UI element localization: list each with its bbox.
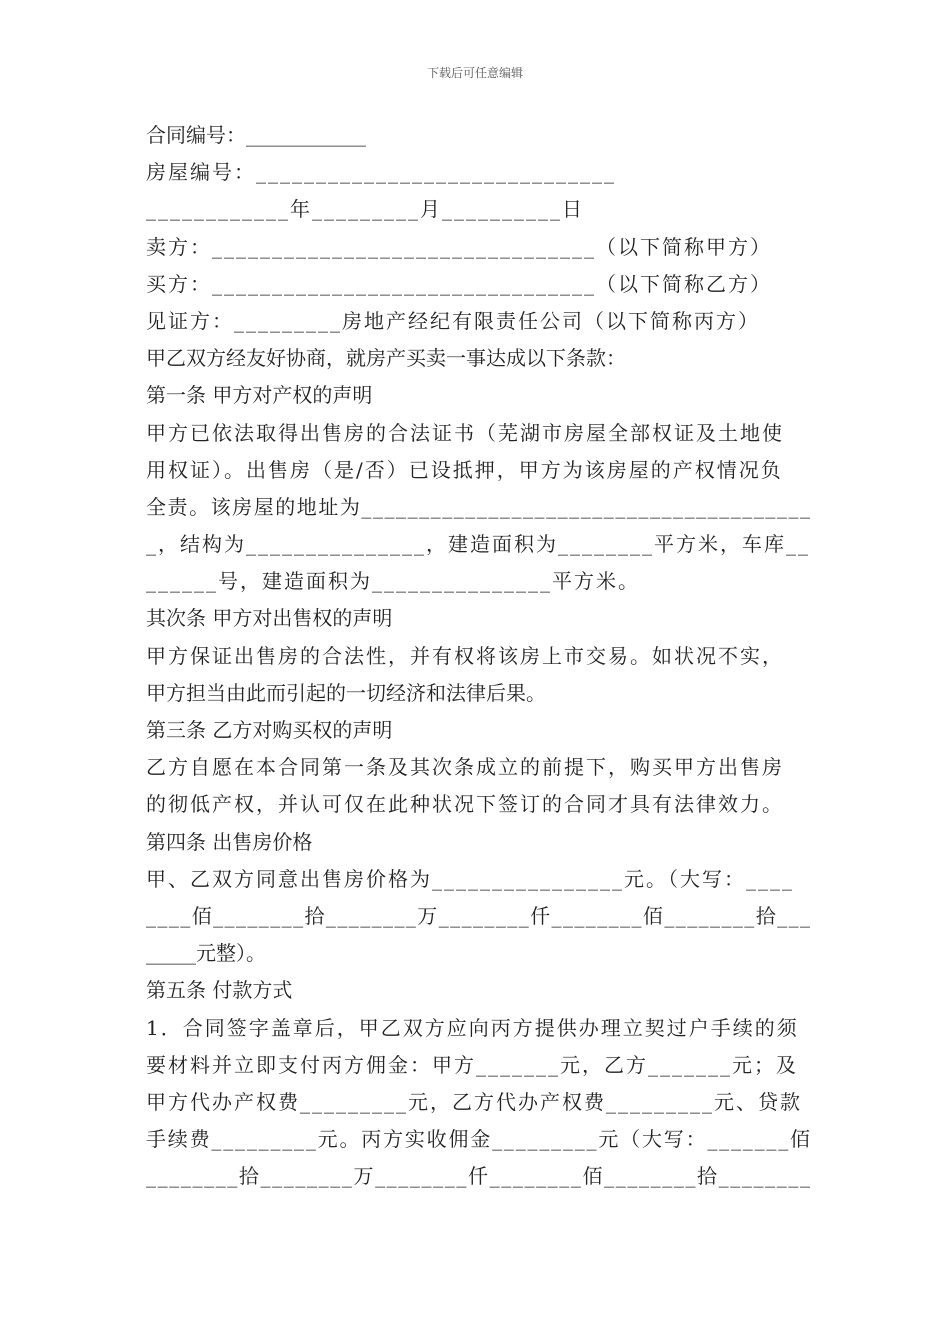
- text-line: 卖方：________________________________（以下简称甲方）: [146, 234, 772, 259]
- text-line: _____元整）。: [146, 941, 266, 966]
- text-line: 甲乙双方经友好协商，就房产买卖一事达成以下条款：: [146, 346, 626, 371]
- text-line: 甲方已依法取得出售房的合法证书（芜湖市房屋全部权证及土地使: [146, 420, 784, 445]
- text-line: 见证方：_________房地产经纪有限责任公司（以下简称丙方）: [146, 308, 760, 333]
- text-line: 甲方代办产权费_________元，乙方代办产权费_________元、贷款: [146, 1089, 802, 1114]
- text-line: 其次条 甲方对出售权的声明: [146, 606, 393, 631]
- text-line: 乙方自愿在本合同第一条及其次条成立的前提下，购买甲方出售房: [146, 755, 784, 780]
- text-line: 第四条 出售房价格: [146, 829, 313, 854]
- text-line: 甲、乙双方同意出售房价格为________________元。（大写：____: [146, 866, 794, 891]
- text-line: 的彻低产权，并认可仅在此种状况下签订的合同才具有法律效力。: [146, 792, 784, 817]
- text-line: ______号，建造面积为_______________平方米。: [146, 569, 640, 594]
- text-line: ________拾________万________仟________佰________拾________: [146, 1164, 812, 1189]
- text-line: 房屋编号：______________________________: [146, 160, 616, 185]
- text-line: 第五条 付款方式: [146, 978, 293, 1003]
- text-line: 用权证）。出售房（是/否）已设抵押，甲方为该房屋的产权情况负: [146, 457, 783, 482]
- text-line: 全责。该房屋的地址为_______________________________________: [146, 494, 812, 519]
- text-line: 第一条 甲方对产权的声明: [146, 383, 373, 408]
- text-line: 甲方担当由此而引起的一切经济和法律后果。: [146, 680, 546, 705]
- text-line: _，结构为_______________，建造面积为________平方米，车库__: [146, 532, 810, 557]
- text-line: 1．合同签字盖章后，甲乙双方应向丙方提供办理立契过户手续的须: [146, 1015, 799, 1040]
- text-line: 要材料并立即支付丙方佣金：甲方_______元，乙方_______元；及: [146, 1052, 798, 1077]
- text-line: 买方：________________________________（以下简称乙方）: [146, 271, 772, 296]
- page-header: 下载后可任意编辑: [426, 66, 523, 80]
- text-line: 合同编号：____________: [146, 123, 366, 147]
- text-line: ____佰________拾________万________仟________佰________拾___: [146, 903, 812, 928]
- text-line: 手续费_________元。丙方实收佣金_________元（大写：_______佰: [146, 1127, 812, 1152]
- contract-body: [146, 117, 810, 1195]
- text-line: 第三条 乙方对购买权的声明: [146, 718, 393, 742]
- text-line: 甲方保证出售房的合法性，并有权将该房上市交易。如状况不实，: [146, 643, 784, 668]
- text-line: ____________年_________月__________日: [146, 197, 584, 222]
